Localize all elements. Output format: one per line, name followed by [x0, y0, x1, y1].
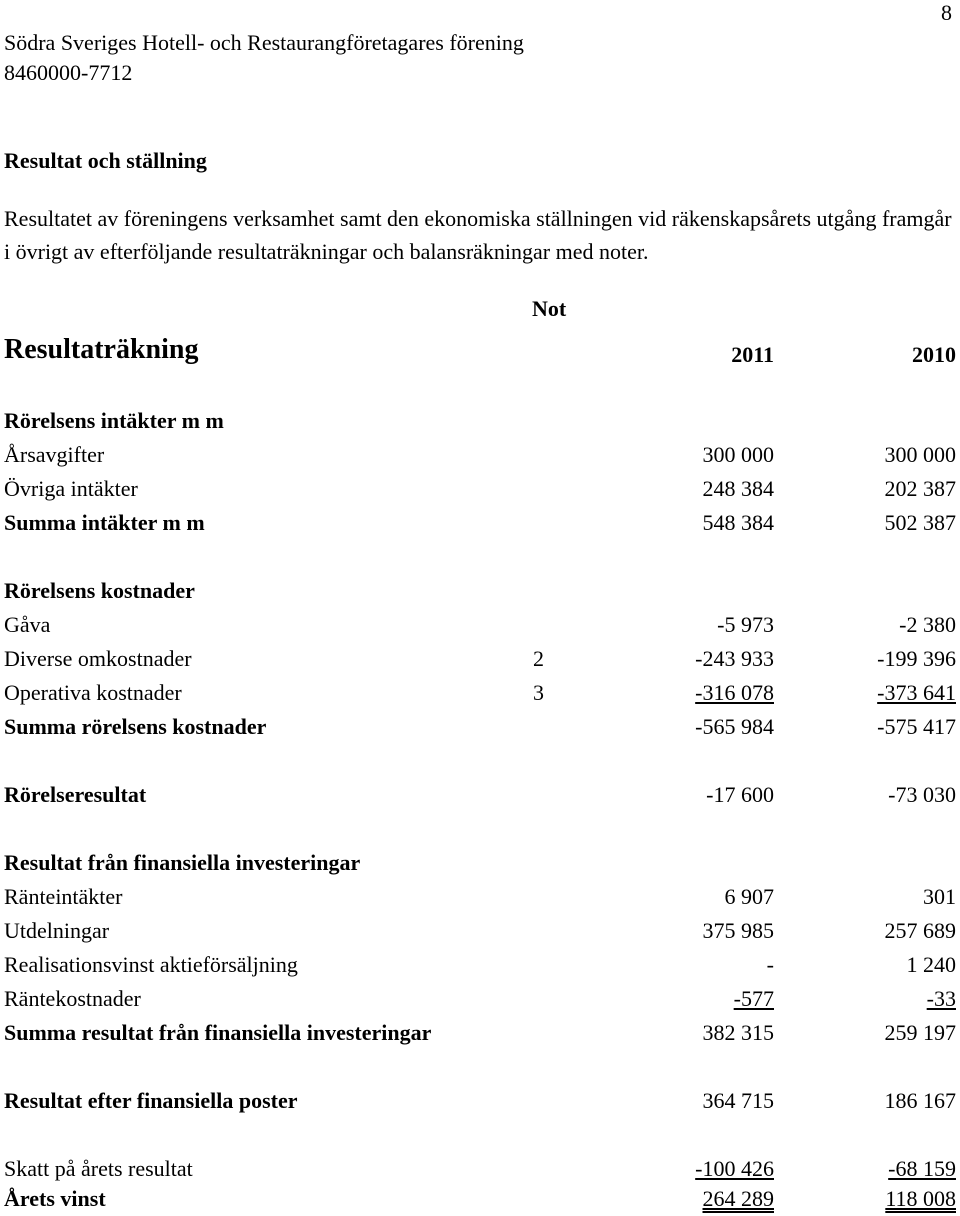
note-column-header: Not — [532, 296, 567, 321]
value-2010: 1 240 — [906, 952, 956, 977]
value-2011: 548 384 — [702, 510, 774, 535]
value-2011: 364 715 — [702, 1088, 774, 1113]
row-label: Rörelsens kostnader — [4, 578, 195, 603]
year-2011-header: 2011 — [731, 342, 774, 367]
row-label: Operativa kostnader — [4, 680, 182, 705]
value-2011: -17 600 — [706, 782, 774, 807]
value-2011: 248 384 — [702, 476, 774, 501]
table-row — [0, 646, 960, 676]
value-2010: 259 197 — [884, 1020, 956, 1045]
row-label: Diverse omkostnader — [4, 646, 192, 671]
value-2011: 300 000 — [702, 442, 774, 467]
row-label: Gåva — [4, 612, 51, 637]
value-2011: 375 985 — [702, 918, 774, 943]
value-2010: 257 689 — [884, 918, 956, 943]
table-row — [0, 1088, 960, 1118]
value-2010: -33 — [926, 986, 956, 1011]
value-2010: -68 159 — [888, 1156, 956, 1181]
row-label: Årsavgifter — [4, 442, 105, 467]
row-label: Utdelningar — [4, 918, 110, 943]
value-2011: 382 315 — [702, 1020, 774, 1045]
row-label: Årets vinst — [4, 1186, 106, 1211]
row-label: Rörelsens intäkter m m — [4, 408, 224, 433]
value-2010: 301 — [923, 884, 956, 909]
organization-name: Södra Sveriges Hotell- och Restaurangföretagares förening — [4, 30, 524, 55]
value-2010: -373 641 — [877, 680, 956, 705]
year-2010-header: 2010 — [912, 342, 956, 367]
value-2010: 300 000 — [884, 442, 956, 467]
table-row — [0, 612, 960, 642]
value-2010: 202 387 — [884, 476, 956, 501]
table-row — [0, 1186, 960, 1216]
value-2010: -73 030 — [888, 782, 956, 807]
table-row — [0, 442, 960, 472]
table-row — [0, 578, 960, 608]
table-row — [0, 510, 960, 540]
table-row — [0, 1156, 960, 1186]
table-row — [0, 408, 960, 438]
table-row — [0, 850, 960, 880]
value-2011: -100 426 — [695, 1156, 774, 1181]
value-2011: -5 973 — [717, 612, 774, 637]
table-row — [0, 1020, 960, 1050]
value-2010: -2 380 — [899, 612, 956, 637]
row-label: Resultat från finansiella investeringar — [4, 850, 361, 875]
value-2011: -243 933 — [695, 646, 774, 671]
value-2010: -199 396 — [877, 646, 956, 671]
value-2010: -575 417 — [877, 714, 956, 739]
value-2011: -316 078 — [695, 680, 774, 705]
note-reference: 3 — [533, 680, 544, 705]
organization-number: 8460000-7712 — [4, 60, 133, 85]
page-number: 8 — [941, 0, 952, 25]
intro-paragraph: Resultatet av föreningens verksamhet samt den ekonomiska ställningen vid räkenskapsårets utgång framgår i övrigt av efterföljande resultaträkningar och balansräkningar med noter. — [4, 206, 952, 264]
row-label: Ränteintäkter — [4, 884, 123, 909]
value-2011: -565 984 — [695, 714, 774, 739]
value-2011: - — [766, 952, 774, 977]
table-row — [0, 952, 960, 982]
note-reference: 2 — [533, 646, 544, 671]
section-title: Resultat och ställning — [4, 148, 207, 173]
row-label: Skatt på årets resultat — [4, 1156, 193, 1181]
row-label: Summa rörelsens kostnader — [4, 714, 267, 739]
table-row — [0, 918, 960, 948]
value-2011: 6 907 — [724, 884, 774, 909]
table-row — [0, 680, 960, 710]
value-2010: 186 167 — [884, 1088, 956, 1113]
table-row — [0, 884, 960, 914]
table-row — [0, 782, 960, 812]
row-label: Rörelseresultat — [4, 782, 147, 807]
table-row — [0, 986, 960, 1016]
value-2011: -577 — [733, 986, 774, 1011]
row-label: Summa intäkter m m — [4, 510, 205, 535]
value-2010: 502 387 — [884, 510, 956, 535]
value-2011: 264 289 — [702, 1186, 774, 1211]
table-row — [0, 476, 960, 506]
row-label: Övriga intäkter — [4, 476, 138, 501]
row-label: Summa resultat från finansiella investeringar — [4, 1020, 432, 1045]
value-2010: 118 008 — [885, 1186, 956, 1211]
row-label: Resultat efter finansiella poster — [4, 1088, 298, 1113]
statement-title: Resultaträkning — [4, 334, 199, 365]
row-label: Räntekostnader — [4, 986, 141, 1011]
table-row — [0, 714, 960, 744]
row-label: Realisationsvinst aktieförsäljning — [4, 952, 298, 977]
